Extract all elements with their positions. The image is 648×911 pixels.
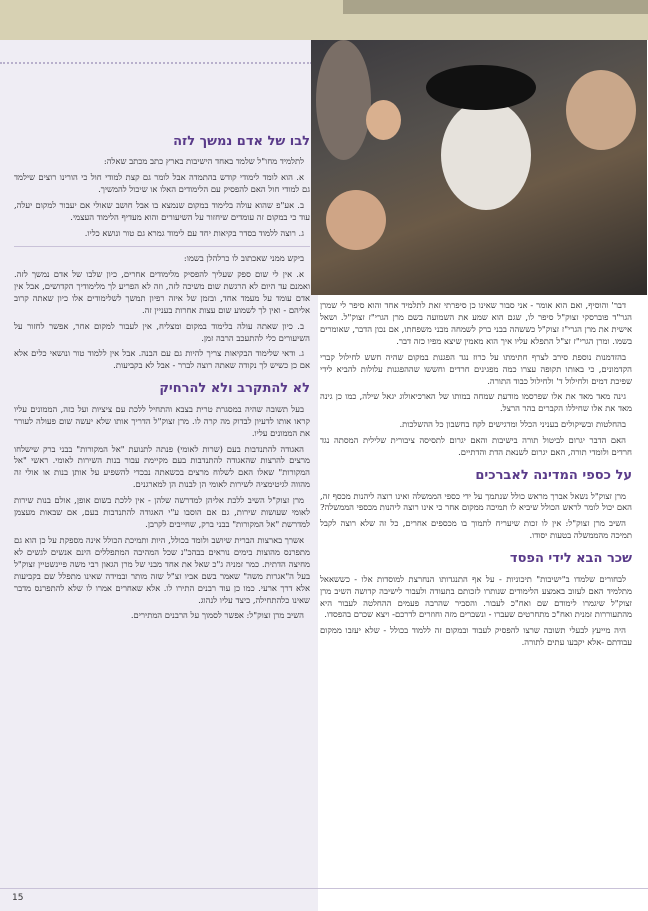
photo-figure-right xyxy=(566,70,636,150)
photo-child xyxy=(366,100,401,140)
s2-p3: מרן זצוק"ל השיב ללכת אליהן למדרשה שלהן - אין ללכת בשום אופן, אולם בנות שירות לאומי שעושות שירות, גם אם הוסבו ע"י האגודה להתנדבות בעם, אם שבאות מעצמן למדרשת "אל המקורות" בבני ברק, שחייבים לקרבן. xyxy=(14,495,310,530)
top-stripe xyxy=(343,0,648,14)
right-p4: בהחלטות ובשיקולים בעניני הכלל ומדגישים לקח בחשבון כל ההשלכות. xyxy=(399,419,626,430)
photo-rabbi xyxy=(311,40,647,295)
s3-p1: מרן זצוק"ל נשאל אברך מראש כולל שנתמך על ידי כספי הממשלה ואינו רוצה ליהנות מכסף זה, האם יכול לומר לראש הכולל שיביא לו תמיכה ממקום אחר כי אינו רוצה ליהנות מכספי הממשלה? xyxy=(320,490,632,513)
photo-figure-bottom-left xyxy=(326,190,386,250)
s2-p2: האגודה להתנדבות בעם (שרות לאומי) פנתה לתנועת "אל המקורות" בבני ברק שישלחו מרצים להרצות שהאגודה להתנדבות בעם מקיימת עבור בנות השירות לאומי. ראשי "אל המקורות" שאלו האם לשלוח מרצים בכשאתה נבכדי להשפיע על אותן בנות או אולי זה מהווה לגיטימציה לשירות לאומי הן לבנות הן למארגנים. xyxy=(14,443,310,490)
right-p1: דבר' והוסיף, ואם הוא אומר - אני סבור שאינו כן סיפרתי זאת לתלמיד אחד והוא סיפר לי שמרן הגר"ד פוברסקי זצוק"ל סיפר לו, שגם הוא שמע את השמועה בשם מרן הגרי"ז זצוק"ל. ושאל אישית את מרן הגרי"ז זצוק"ל כששהה בבני ברק לשמחה מבני משפחתו, אם נכון הדבר, שאומרים בשמו. ומרן הגרי"ז זצ"ל התפלא עליו איך הוא מאמין שיצא מפיו כזה דבר. xyxy=(320,300,632,346)
left-q1: א. הוא לומד לימודי קודש בהתמדה אבל לומר גם קצת למודי חול כי הורינו רוצים שילמד גם למודי חול האם להפסיק עם הלימודים האלו או שיכול להמשיך. xyxy=(14,172,310,195)
left-a1: א. אין לי שום ספק שעליך להפסיק מלימודים אחרים, כיון שלבו של אדם נמשך לזה. ואמנם עד היום לא הרגשת שום משיכה לזה, וזה לא הפריע לך מלימודיך הקדושים, אבל אין אדם עומד על מעמד אחד, ובזמן של איזה רפיון תמשך לשלימודים אלו כיון שאתה קרוב אליהם - ואין לך לשמוע שום עצות אחרות בעניין זה. xyxy=(14,268,310,315)
left-a2: ב. כיון שאתה עולה בלימוד במקום ומצליח, אין לעבור למקום אחר, אפשר לחזור על השיעורים כלי להתעכב הרבה זמן. xyxy=(14,320,310,343)
photo-figure-left xyxy=(316,40,371,160)
s3-p2: השיב מרן זצוק"ל: אין לו זכות שיעריח לתמוך בו מכספים אחרים, כל זה שלא רוצה לקבל תמיכה מהממשלה בטעות יסודו. xyxy=(320,518,632,541)
page-number: 15 xyxy=(12,893,24,903)
s4-p1: לבחורים שלמדו ב"ישיבות" תיכוניות - על אף התנגדותו הנחרצת למוסדות אלו - כששאאל מתלמיד האם לעזוב באמצע הלימודים שנותרו לזכותם בתעודה ולעבור לישיבה קדושה השיב מרן זצוק"ל שיגמרו לימודם שם ואח"כ לעבור. והסביר שהרבה פעמים ההחלטה לעבור היא מהתעוררות זמנית ואח"כ מתחרטים שעברו - ונשברים מזה וחוזרים לדרכם- ויצא שכרם בהפסדו. xyxy=(320,573,632,620)
s2-p4: אשרך בארצות הברית שיושב ולומד בכולל, היות ותמיכת הכולל אינה מספקת על כן הוא גם מתפרנס מהוצות בימים נוראים בבהכ"נ שכל המהיבה המתפללים הינם אנשים לגשים לא מחיצה הדתית. כמר זמניה ג"כ שאל את אחד מבני של מרן הגאון רבי משה פיינשטיין זצוק"ל בעל ה"אגרות משה" שאמר בשם אביו זצ"ל שזה מותר ובמידה שאינו מתפלל שם בקביעות אלא דרך ארעי. כמו כן עוד רבנים התירו לו. אלא שאחרים אמרו לו שלא להתפרנס מדבר שאינו כלהתחילה, כיצד עליו לנהוג. xyxy=(14,534,310,605)
photo-hat-center xyxy=(426,65,536,110)
section3-title: על כספי המדינה לאברכים xyxy=(475,468,632,484)
s4-p2: היה מייעץ לבעלי תשובה שרצו להפסיק לעבוד ובמקום זה ללמוד בכולל - שלא יעזבו ממקום עבודתם -אלא יקבעו עתים לתורה. xyxy=(320,625,632,648)
left-separator-1 xyxy=(14,246,310,247)
top-band xyxy=(0,0,648,40)
left-answer-intro: ביקש ממני שאכתוב לו כרלהלן בשמו: xyxy=(183,252,304,263)
right-p2: בהזדמנות נוספת סירב לצרף חתימתו על כרוז נגד הפגנות במקום שהיה חשש לחילול קברי הקדמונים, כי באותו תקופה עצרו כמה מפגינים חרדים וחששו שההפגנות עלולות להביא לידי שפיכת דמים ולחילול ד' ולחילול כבוד התורה. xyxy=(320,351,632,386)
s2-p5: השיב מרן זצוק"ל: אפשר לסמוך על הרבנים המתירים. xyxy=(130,610,304,621)
right-column xyxy=(320,300,632,653)
s2-p1: בעל תשובה שהיה במסגרת טרית בצבא והתחיל ללכת עם ציציות ועל כזה, הממונים עליו קראו אותו לדעיון לבדוק מה קרה לו. מרן זצוק"ל הדריך אותו שלא יעשה שום פעולה לעורר את הממונים עליו. xyxy=(14,403,310,438)
left-intro: לתלמיד מחו"ל שלמד באחד הישיבות בארץ כתב מכתב שאלה: xyxy=(103,156,304,167)
left-title: לבו של אדם נמשך לזה xyxy=(173,134,310,149)
section2-title: לא להתקרב ולא להרחיק xyxy=(159,381,310,397)
right-p5: האם הדבר יגרום לביטול תורה בישיבות והאם יגרום לתסיסה ציבורית שלילית המסתה נגד חרדים ולומדי תורה, האם יגרום לשנאת הדת והדתיים. xyxy=(320,435,632,458)
left-q3: ג. רוצה ללמוד בסדר בקיאות יחד עם לימוד גמרא גם טור ונושא כליו. xyxy=(84,228,304,239)
section4-title: שכר הבא לידי הפסד xyxy=(509,551,632,567)
right-p3: גינה מאד מאד את אלו שפרסמו מודעת שמחה במותו של הארכיאולוג יגאל שילה, כמו כן גינה מאד את אלו שחיללו הקברים בהר הרצל. xyxy=(320,391,632,414)
photo-figure-center xyxy=(441,100,531,210)
footer-rule xyxy=(0,888,648,889)
left-q2: ב. אע"פ שהוא עולה בלימוד במקום שנמצא בו אבל חושב שאולי אם יעבור למקום יעלה, עוד כי במקום זה עומדים שיחזור על השיעורים והוא מעדיף הלימוד העצמי. xyxy=(14,200,310,223)
left-column xyxy=(14,125,310,626)
left-a3: ג. ודאי שלימוד הבקיאות צריך להיות גם עם הבנה. אבל אין ללמוד טור ונושאי כלים אלא אם כן כשיש לך נקודה שאתה רוצה לברר - אבל לא בקביעות. xyxy=(14,348,310,371)
